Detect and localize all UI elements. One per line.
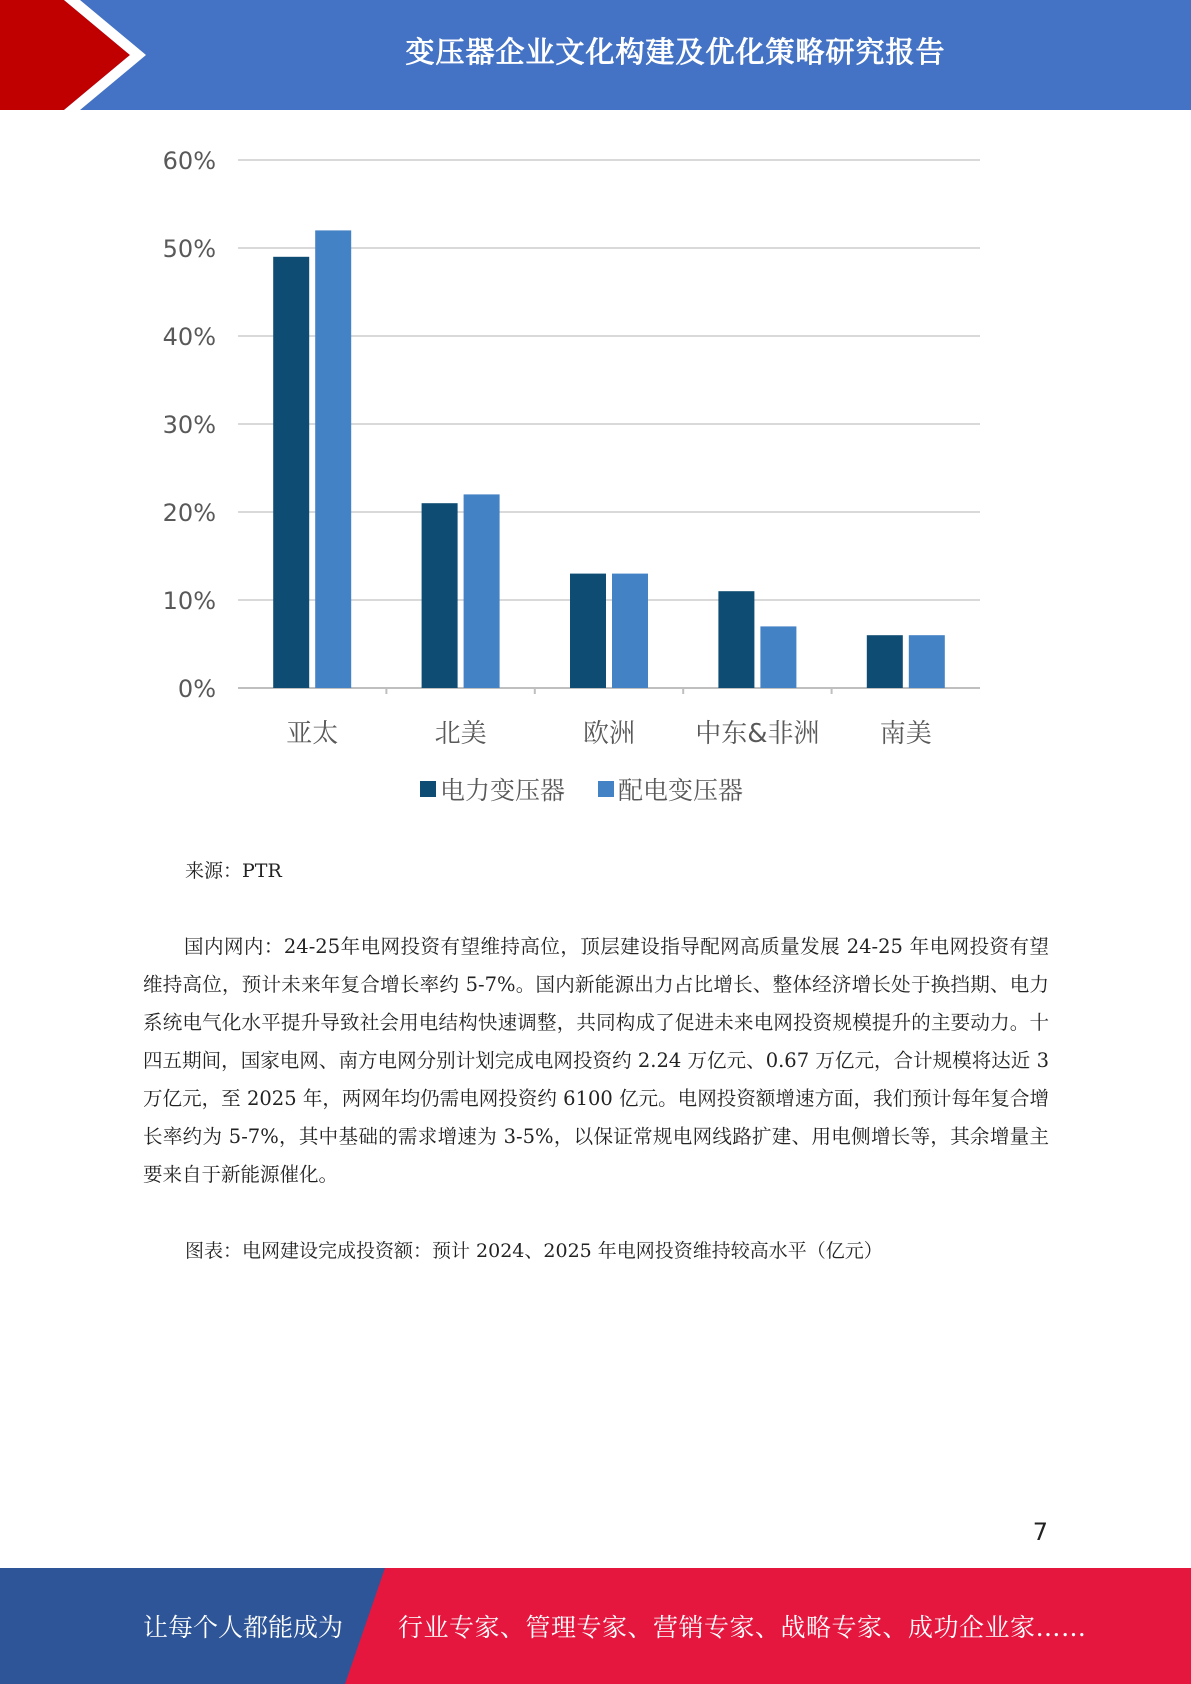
bar-distribution-transformer [315, 230, 351, 688]
page-footer [0, 1568, 1191, 1684]
page-header [0, 0, 1191, 110]
legend-label: 配电变压器 [618, 776, 744, 805]
x-category-label: 南美 [879, 719, 932, 749]
x-category-label: 欧洲 [582, 719, 636, 749]
footer-slogan-left: 让每个人都能成为 [143, 1613, 344, 1642]
page-number: 7 [1032, 1518, 1048, 1546]
y-tick-label: 60% [162, 147, 216, 175]
bar-distribution-transformer [909, 635, 945, 688]
report-title: 变压器企业文化构建及优化策略研究报告 [405, 34, 946, 69]
y-tick-label: 20% [162, 499, 216, 527]
body-paragraph: 国内网内：24-25年电网投资有望维持高位，顶层建设指导配网高质量发展 24-25 年电网投资有望维持高位，预计未来年复合增长率约 5-7%。国内新能源出力占比增长、整体经济增长处于换挡期、电力系统电气化水平提升导致社会用电结构快速调整，共同构成了促进未来电网投资规模提升的主要动力。十四五期间，国家电网、南方电网分别计划完成电网投资约 2.24 万亿元、0.67 万亿元，合计规模将达近 3 万亿元，至 2025 年，两网年均仍需电网投资约 6100 亿元。电网投资额增速方面，我们预计每年复合增长率约为 5-7%，其中基础的需求增速为 3-5%，以保证常规电网线路扩建、用电侧增长等，其余增量主要来自于新能源催化。 [143, 935, 1049, 1186]
y-tick-label: 50% [162, 235, 216, 263]
header-arrow-decoration [0, 0, 160, 110]
bar-power-transformer [867, 635, 903, 688]
bar-power-transformer [422, 503, 458, 688]
x-category-label: 亚太 [286, 719, 339, 749]
chart-source: 来源：PTR [185, 860, 282, 882]
bar-distribution-transformer [760, 626, 796, 688]
legend-swatch [420, 781, 436, 797]
x-category-label: 北美 [434, 719, 487, 749]
y-tick-label: 30% [162, 411, 216, 439]
bar-power-transformer [273, 257, 309, 688]
x-category-label: 中东&非洲 [695, 719, 820, 749]
bar-power-transformer [570, 574, 606, 688]
bar-distribution-transformer [464, 494, 500, 688]
bar-distribution-transformer [612, 574, 648, 688]
y-tick-label: 40% [162, 323, 216, 351]
figure-caption: 图表：电网建设完成投资额：预计 2024、2025 年电网投资维持较高水平（亿元） [185, 1240, 883, 1262]
footer-slogan-right: 行业专家、管理专家、营销专家、战略专家、成功企业家…… [398, 1613, 1087, 1642]
bar-chart [140, 135, 1020, 835]
legend-label: 电力变压器 [440, 776, 566, 805]
bar-power-transformer [718, 591, 754, 688]
y-tick-label: 0% [177, 675, 216, 703]
legend-swatch [598, 781, 614, 797]
y-tick-label: 10% [162, 587, 216, 615]
